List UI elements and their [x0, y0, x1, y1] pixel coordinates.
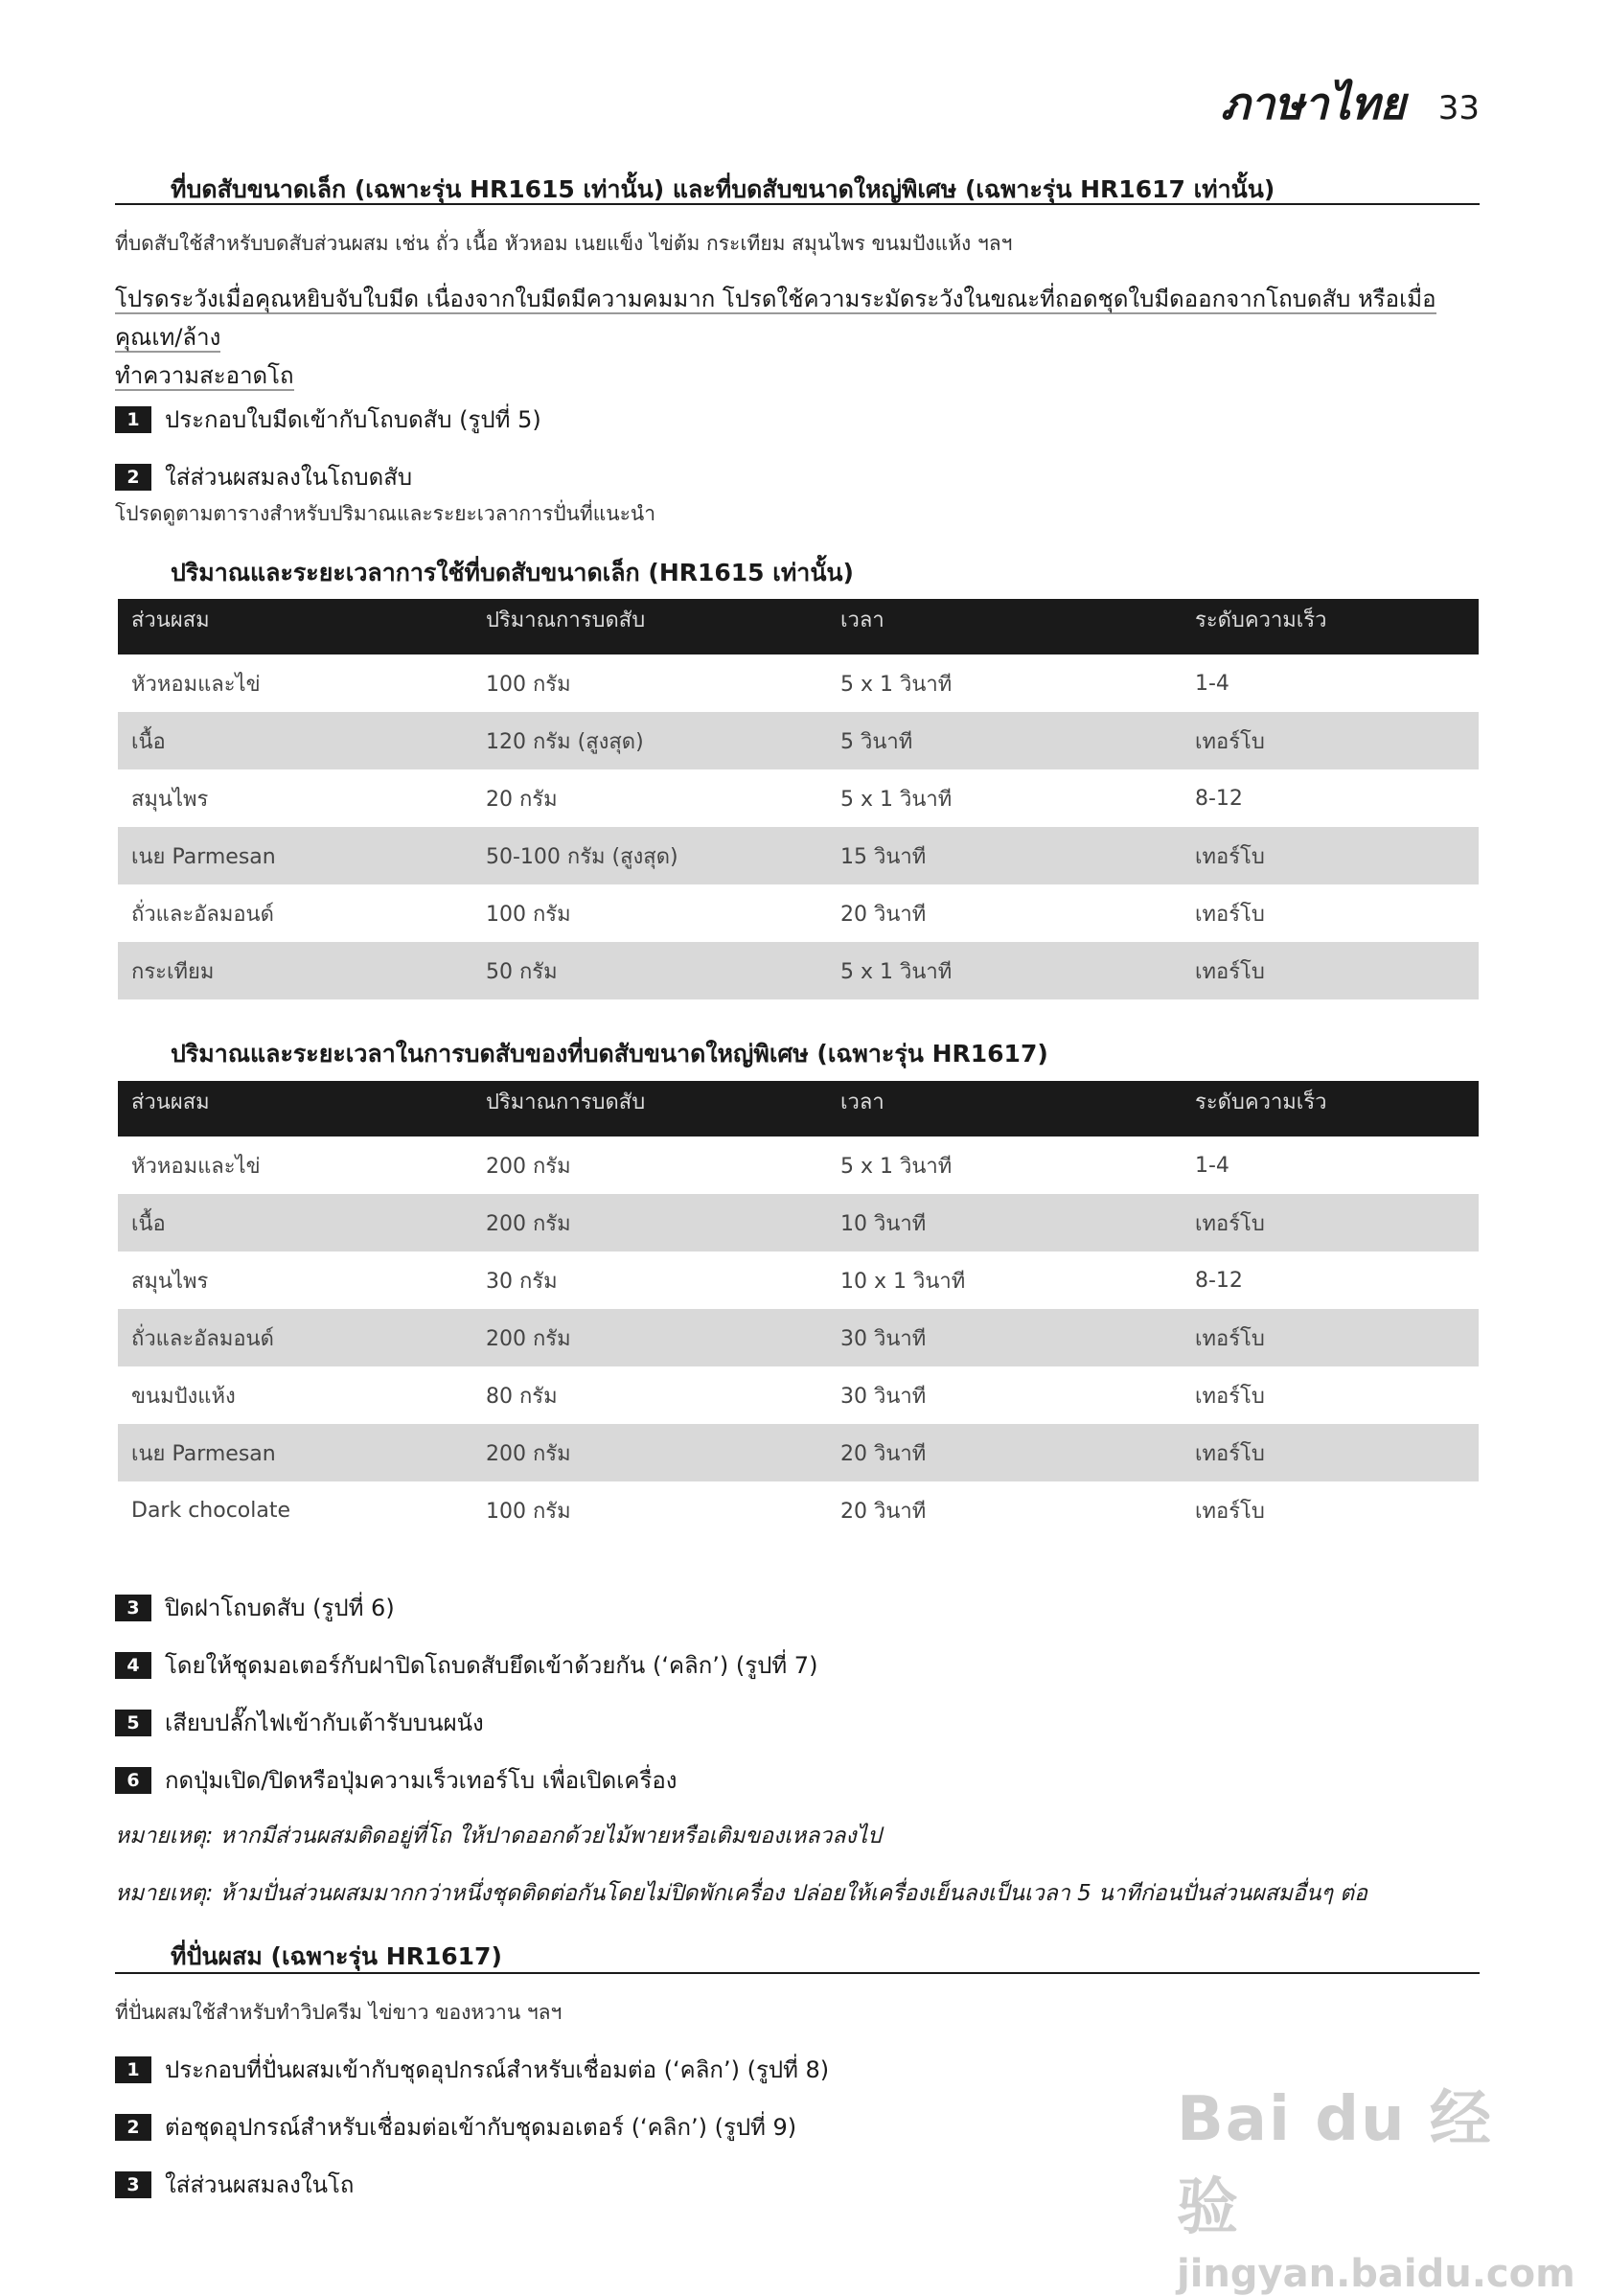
- step-number-badge: 3: [115, 2171, 151, 2198]
- table-cell: เทอร์โบ: [1182, 712, 1479, 769]
- table-row: [118, 1424, 1479, 1481]
- table-cell: เนื้อ: [118, 712, 472, 769]
- step-item: [115, 401, 541, 438]
- table-cell: 10 วินาที: [827, 1194, 1182, 1251]
- table-cell: ถั่วและอัลมอนด์: [131, 902, 274, 927]
- xl-chopper-table: [118, 1081, 1479, 1539]
- step-item: [115, 458, 412, 495]
- table-cell: ขนมปังแห้ง: [131, 1384, 236, 1409]
- step-text: เสียบปลั๊กไฟเข้ากับเต้ารับบนผนัง: [165, 1710, 484, 1736]
- baidu-logo: Bai du 经验: [1177, 2084, 1493, 2243]
- table-cell: 100 กรัม: [486, 902, 571, 927]
- table-cell: 200 กรัม: [472, 1424, 827, 1481]
- section-title-chopper: ที่บดสับขนาดเล็ก (เฉพาะรุ่น HR1615 เท่านั้น) และที่บดสับขนาดใหญ่พิเศษ (เฉพาะรุ่น HR1617 เท่านั้น): [171, 175, 1275, 203]
- section-title-whisk: ที่ปั่นผสม (เฉพาะรุ่น HR1617): [171, 1942, 502, 1970]
- table-cell: Dark chocolate: [131, 1498, 291, 1523]
- table-title-xl-chopper: ปริมาณและระยะเวลาในการบดสับของที่บดสับขนาดใหญ่พิเศษ (เฉพาะรุ่น HR1617): [171, 1040, 1048, 1068]
- warning-line-2: ทำความสะอาดโถ: [115, 362, 294, 389]
- table-header-row: [118, 1081, 1479, 1137]
- step-text: กดปุ่มเปิด/ปิดหรือปุ่มความเร็วเทอร์โบ เพื่อเปิดเครื่อง: [165, 1767, 678, 1794]
- table-row: [118, 1251, 1479, 1309]
- column-header: เวลา: [827, 1081, 1182, 1137]
- chopper-intro: ที่บดสับใช้สำหรับบดสับส่วนผสม เช่น ถั่ว เนื้อ หัวหอม เนยแข็ง ไข่ต้ม กระเทียม สมุนไพร ขนมปังแห้ง ฯลฯ: [115, 232, 1013, 255]
- table-row: [118, 654, 1479, 712]
- step-number-badge: 6: [115, 1767, 151, 1794]
- step-item: [115, 2108, 796, 2146]
- table-cell: 20 กรัม: [486, 787, 558, 812]
- column-header: ระดับความเร็ว: [1182, 599, 1479, 654]
- table-row: [118, 769, 1479, 827]
- table-cell: 200 กรัม: [486, 1154, 571, 1179]
- step-item: [115, 2166, 354, 2203]
- language-title: ภาษาไทย: [1221, 78, 1406, 129]
- table-row: [118, 1137, 1479, 1194]
- step-number-badge: 5: [115, 1710, 151, 1736]
- table-cell: 5 วินาที: [827, 712, 1182, 769]
- table-cell: ถั่วและอัลมอนด์: [118, 1309, 472, 1366]
- table-cell: 1-4: [1195, 1153, 1229, 1178]
- table-cell: เทอร์โบ: [1182, 827, 1479, 884]
- table-row: [118, 884, 1479, 942]
- table-cell: 8-12: [1195, 786, 1243, 811]
- table-cell: เทอร์โบ: [1182, 942, 1479, 999]
- table-cell: กระเทียม: [118, 942, 472, 999]
- table-row: [118, 1194, 1479, 1251]
- table-cell: 5 x 1 วินาที: [827, 942, 1182, 999]
- table-cell: เนย Parmesan: [118, 1424, 472, 1481]
- table-cell: หัวหอมและไข่: [131, 1154, 261, 1179]
- page-header: [1221, 69, 1480, 139]
- step-item: [115, 1761, 678, 1799]
- step-text: ปิดฝาโถบดสับ (รูปที่ 6): [165, 1595, 395, 1621]
- table-cell: 30 วินาที: [827, 1309, 1182, 1366]
- table-row: [118, 1309, 1479, 1366]
- step-number-badge: 4: [115, 1652, 151, 1679]
- table-title-small-chopper: ปริมาณและระยะเวลาการใช้ที่บดสับขนาดเล็ก (HR1615 เท่านั้น): [171, 559, 854, 586]
- step-number-badge: 1: [115, 2056, 151, 2083]
- table-cell: เนย Parmesan: [118, 827, 472, 884]
- note-text: หมายเหตุ: ห้ามปั่นส่วนผสมมากกว่าหนึ่งชุดติดต่อกันโดยไม่ปิดพักเครื่อง ปล่อยให้เครื่องเย็นลงเป็นเวลา 5 นาทีก่อนปั่นส่วนผสมอื่นๆ ต่อ: [115, 1881, 1367, 1906]
- table-cell: 5 x 1 วินาที: [840, 672, 953, 697]
- table-cell: เทอร์โบ: [1182, 1194, 1479, 1251]
- table-row: [118, 942, 1479, 999]
- step-text: ใส่ส่วนผสมลงในโถ: [165, 2171, 355, 2198]
- table-cell: 200 กรัม: [472, 1309, 827, 1366]
- step-item: [115, 2051, 829, 2088]
- column-header: เวลา: [827, 599, 1182, 654]
- table-cell: สมุนไพร: [131, 787, 209, 812]
- step-item: [115, 1646, 817, 1684]
- whisk-intro: ที่ปั่นผสมใช้สำหรับทำวิปครีม ไข่ขาว ของหวาน ฯลฯ: [115, 2001, 563, 2024]
- baidu-watermark: [1177, 2070, 1575, 2296]
- section-rule: [115, 203, 1480, 205]
- table-cell: 5 x 1 วินาที: [840, 1154, 953, 1179]
- step-number-badge: 1: [115, 406, 151, 433]
- table-cell: 50-100 กรัม (สูงสุด): [472, 827, 827, 884]
- watermark-url: jingyan.baidu.com: [1177, 2252, 1575, 2296]
- table-cell: 20 วินาที: [840, 1499, 927, 1524]
- table-cell: 100 กรัม: [486, 1499, 571, 1524]
- step-text: ประกอบที่ปั่นผสมเข้ากับชุดอุปกรณ์สำหรับเชื่อมต่อ (‘คลิก’) (รูปที่ 8): [165, 2056, 830, 2083]
- note-text: หมายเหตุ: หากมีส่วนผสมติดอยู่ที่โถ ให้ปาดออกด้วยไม้พายหรือเติมของเหลวลงไป: [115, 1824, 882, 1848]
- table-cell: 5 x 1 วินาที: [840, 787, 953, 812]
- table-cell: 10 x 1 วินาที: [840, 1269, 966, 1294]
- table-cell: เทอร์โบ: [1182, 1424, 1479, 1481]
- step-text: ประกอบใบมีดเข้ากับโถบดสับ (รูปที่ 5): [165, 406, 541, 433]
- column-header: ส่วนผสม: [118, 1081, 472, 1137]
- table-cell: 15 วินาที: [827, 827, 1182, 884]
- section-rule: [115, 1972, 1480, 1974]
- table-cell: หัวหอมและไข่: [131, 672, 261, 697]
- table-cell: 20 วินาที: [827, 1424, 1182, 1481]
- step-sub-text: โปรดดูตามตารางสำหรับปริมาณและระยะเวลาการปั่นที่แนะนำ: [115, 502, 656, 525]
- column-header: ปริมาณการบดสับ: [472, 599, 827, 654]
- table-header-row: [118, 599, 1479, 654]
- step-number-badge: 3: [115, 1595, 151, 1621]
- table-row: [118, 1481, 1479, 1539]
- table-cell: เทอร์โบ: [1195, 1499, 1265, 1524]
- step-item: [115, 1704, 484, 1741]
- warning-line-1: โปรดระวังเมื่อคุณหยิบจับใบมีด เนื่องจากใบมีดมีความคมมาก โปรดใช้ความระมัดระวังในขณะที่ถอดชุดใบมีดออกจากโถบดสับ หรือเมื่อคุณเท/ล้าง: [115, 286, 1436, 351]
- table-row: [118, 1366, 1479, 1424]
- table-cell: สมุนไพร: [131, 1269, 209, 1294]
- table-cell: เทอร์โบ: [1195, 902, 1265, 927]
- step-text: ใส่ส่วนผสมลงในโถบดสับ: [165, 464, 413, 491]
- column-header: ระดับความเร็ว: [1182, 1081, 1479, 1137]
- table-cell: 1-4: [1195, 671, 1229, 696]
- step-item: [115, 1589, 395, 1626]
- step-text: โดยให้ชุดมอเตอร์กับฝาปิดโถบดสับยึดเข้าด้วยกัน (‘คลิก’) (รูปที่ 7): [165, 1652, 818, 1679]
- table-cell: เนื้อ: [118, 1194, 472, 1251]
- page-number: 33: [1437, 89, 1480, 127]
- table-cell: 80 กรัม: [486, 1384, 558, 1409]
- table-cell: 200 กรัม: [472, 1194, 827, 1251]
- small-chopper-table: [118, 599, 1479, 999]
- table-cell: 8-12: [1195, 1268, 1243, 1293]
- table-row: [118, 827, 1479, 884]
- table-cell: 20 วินาที: [840, 902, 927, 927]
- table-cell: เทอร์โบ: [1195, 1384, 1265, 1409]
- column-header: ปริมาณการบดสับ: [472, 1081, 827, 1137]
- table-cell: 120 กรัม (สูงสุด): [472, 712, 827, 769]
- table-cell: เทอร์โบ: [1182, 1309, 1479, 1366]
- step-number-badge: 2: [115, 464, 151, 491]
- column-header: ส่วนผสม: [118, 599, 472, 654]
- table-cell: 30 กรัม: [486, 1269, 558, 1294]
- table-cell: 30 วินาที: [840, 1384, 927, 1409]
- step-number-badge: 2: [115, 2114, 151, 2141]
- table-cell: 100 กรัม: [486, 672, 571, 697]
- blade-warning: [115, 280, 1437, 395]
- table-row: [118, 712, 1479, 769]
- table-cell: 50 กรัม: [472, 942, 827, 999]
- step-text: ต่อชุดอุปกรณ์สำหรับเชื่อมต่อเข้ากับชุดมอเตอร์ (‘คลิก’) (รูปที่ 9): [165, 2114, 797, 2141]
